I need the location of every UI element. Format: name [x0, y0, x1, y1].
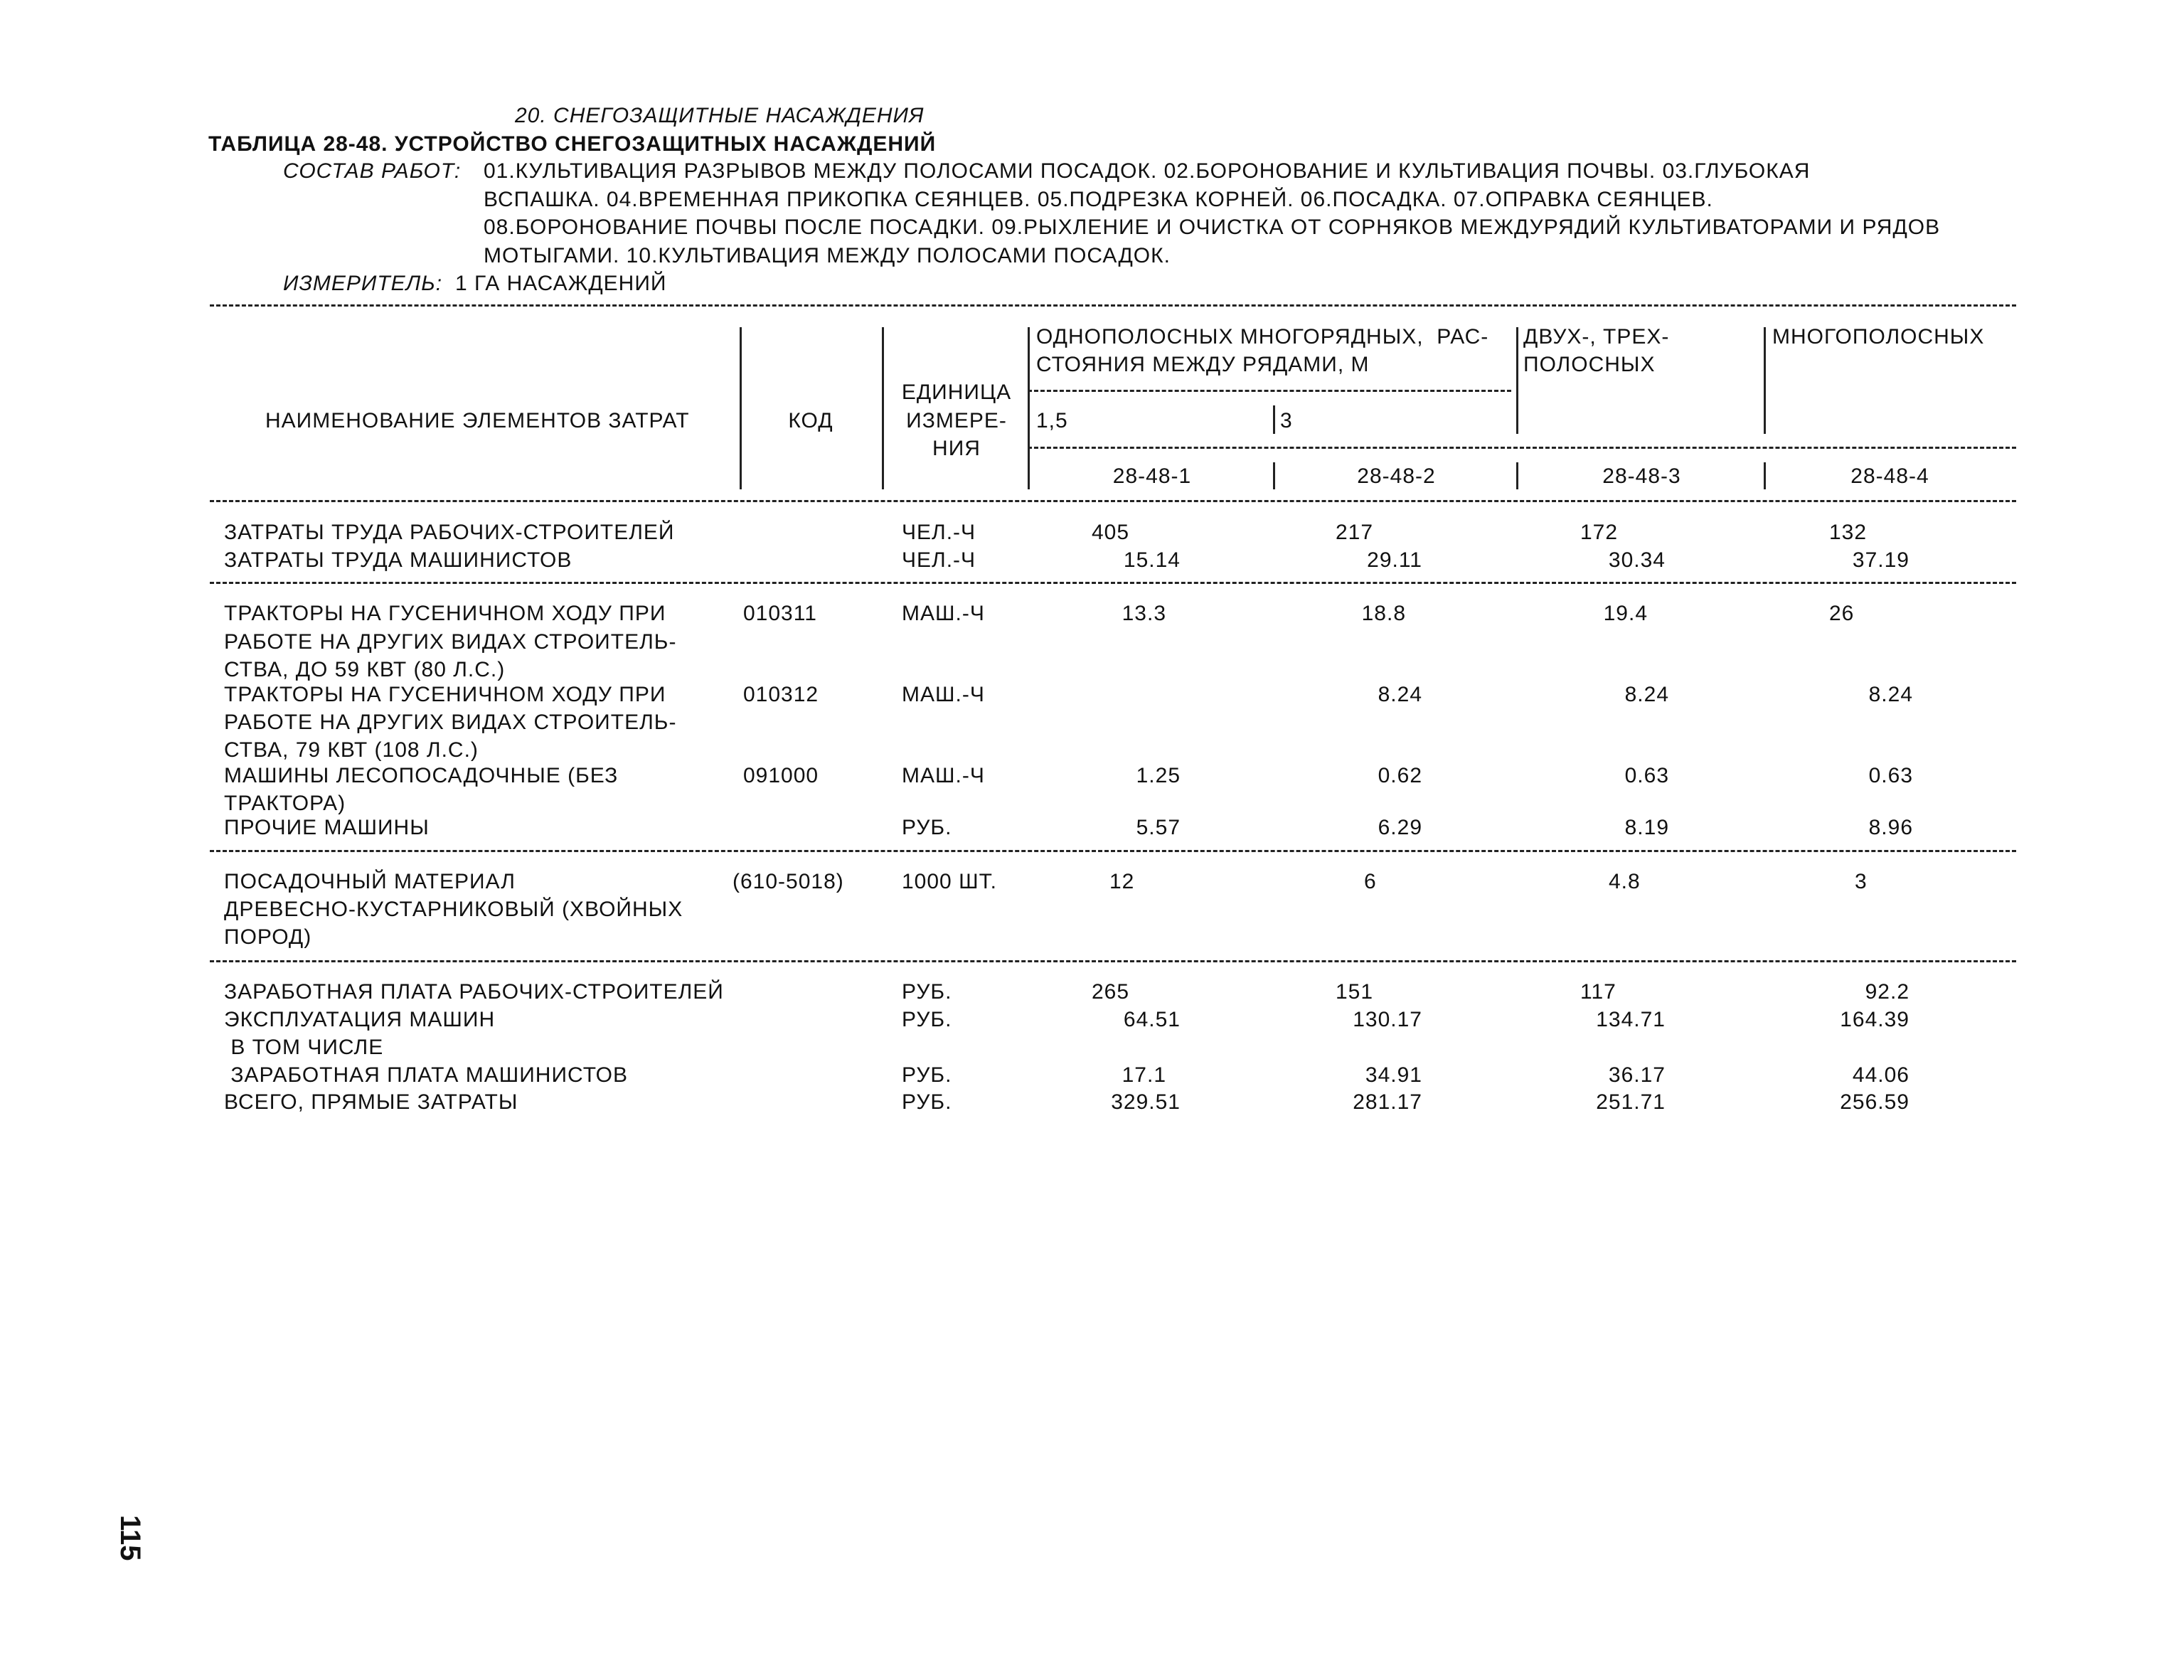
row-value: 0.63	[1868, 764, 1913, 787]
header-code-4: 28-48-4	[1850, 464, 1929, 488]
row-value: 29.11	[1367, 548, 1422, 572]
header-unit: ИЗМЕРЕ-	[906, 409, 1007, 432]
header-sub-3: 3	[1280, 409, 1293, 432]
row-value: 8.24	[1378, 683, 1422, 706]
col-separator	[1516, 462, 1518, 489]
row-code: (610-5018)	[733, 870, 844, 893]
header-code: КОД	[788, 409, 833, 432]
header-group-single: СТОЯНИЯ МЕЖДУ РЯДАМИ, М	[1036, 353, 1370, 376]
row-code: 091000	[743, 764, 819, 787]
row-unit: РУБ.	[902, 816, 952, 839]
header-bottom-rule	[210, 500, 2016, 502]
row-value: 8.24	[1624, 683, 1669, 706]
col-separator	[1764, 327, 1766, 434]
col-separator	[1516, 327, 1518, 434]
row-value: 1.25	[1136, 764, 1181, 787]
col-separator	[1273, 462, 1275, 489]
table-title: ТАБЛИЦА 28-48. УСТРОЙСТВО СНЕГОЗАЩИТНЫХ НАСАЖДЕНИЙ	[208, 132, 937, 156]
group-divider-rule	[1028, 390, 1511, 392]
row-name: СТВА, ДО 59 КВТ (80 Л.С.)	[224, 658, 506, 681]
row-value: 15.14	[1123, 548, 1181, 572]
composition-line: МОТЫГАМИ. 10.КУЛЬТИВАЦИЯ МЕЖДУ ПОЛОСАМИ ПОСАДОК.	[484, 244, 1171, 267]
row-value: 19.4	[1603, 602, 1648, 625]
composition-line: 01.КУЛЬТИВАЦИЯ РАЗРЫВОВ МЕЖДУ ПОЛОСАМИ ПОСАДОК. 02.БОРОНОВАНИЕ И КУЛЬТИВАЦИЯ ПОЧВЫ. 03.ГЛУБОКАЯ	[484, 159, 1811, 183]
row-value: 329.51	[1111, 1090, 1181, 1114]
row-value: 12	[1109, 870, 1135, 893]
header-group-two-three: ПОЛОСНЫХ	[1523, 353, 1656, 376]
row-name: ЗАТРАТЫ ТРУДА МАШИНИСТОВ	[224, 548, 572, 572]
row-code: 010311	[743, 602, 817, 625]
header-group-single: ОДНОПОЛОСНЫХ МНОГОРЯДНЫХ, РАС-	[1036, 325, 1489, 349]
measure-value: 1 ГА НАСАЖДЕНИЙ	[455, 272, 667, 295]
row-name: ПОСАДОЧНЫЙ МАТЕРИАЛ	[224, 870, 516, 893]
row-value: 8.24	[1868, 683, 1913, 706]
row-name: ВСЕГО, ПРЯМЫЕ ЗАТРАТЫ	[224, 1090, 518, 1114]
row-value: 36.17	[1608, 1063, 1666, 1087]
composition-line: 08.БОРОНОВАНИЕ ПОЧВЫ ПОСЛЕ ПОСАДКИ. 09.РЫХЛЕНИЕ И ОЧИСТКА ОТ СОРНЯКОВ МЕЖДУРЯДИЙ КУЛЬТИВАТОРАМИ И РЯДОВ	[484, 216, 1941, 239]
row-value: 8.19	[1624, 816, 1669, 839]
row-name: ЗАТРАТЫ ТРУДА РАБОЧИХ-СТРОИТЕЛЕЙ	[224, 521, 675, 544]
composition-label: СОСТАВ РАБОТ:	[283, 159, 462, 183]
row-value: 151	[1336, 980, 1374, 1004]
row-name: ТРАКТОРЫ НА ГУСЕНИЧНОМ ХОДУ ПРИ	[224, 683, 666, 706]
row-unit: МАШ.-Ч	[902, 602, 985, 625]
header-top-rule	[210, 304, 2016, 307]
row-name: ТРАКТОРА)	[224, 792, 346, 815]
composition-line: ВСПАШКА. 04.ВРЕМЕННАЯ ПРИКОПКА СЕЯНЦЕВ. 05.ПОДРЕЗКА КОРНЕЙ. 06.ПОСАДКА. 07.ОПРАВКА СЕЯНЦЕВ.	[484, 188, 1713, 211]
row-name: РАБОТЕ НА ДРУГИХ ВИДАХ СТРОИТЕЛЬ-	[224, 711, 677, 734]
header-name: НАИМЕНОВАНИЕ ЭЛЕМЕНТОВ ЗАТРАТ	[265, 409, 690, 432]
row-name: РАБОТЕ НА ДРУГИХ ВИДАХ СТРОИТЕЛЬ-	[224, 630, 677, 654]
section-title: 20. СНЕГОЗАЩИТНЫЕ НАСАЖДЕНИЯ	[515, 104, 925, 127]
row-value: 34.91	[1365, 1063, 1422, 1087]
row-unit: ЧЕЛ.-Ч	[902, 521, 976, 544]
subheader-rule	[1028, 447, 2016, 449]
row-value: 281.17	[1353, 1090, 1422, 1114]
header-unit: ЕДИНИЦА	[901, 381, 1012, 404]
row-value: 172	[1580, 521, 1619, 544]
row-value: 92.2	[1865, 980, 1909, 1004]
header-code-2: 28-48-2	[1357, 464, 1436, 488]
measure-label: ИЗМЕРИТЕЛЬ:	[283, 272, 443, 295]
row-value: 251.71	[1596, 1090, 1666, 1114]
col-separator	[882, 327, 884, 489]
row-code: 010312	[743, 683, 819, 706]
row-name: ДРЕВЕСНО-КУСТАРНИКОВЫЙ (ХВОЙНЫХ	[224, 898, 683, 921]
row-value: 18.8	[1361, 602, 1406, 625]
row-value: 13.3	[1122, 602, 1166, 625]
row-value: 256.59	[1840, 1090, 1909, 1114]
header-group-multi: МНОГОПОЛОСНЫХ	[1772, 325, 1985, 349]
col-separator	[1028, 327, 1030, 489]
row-unit: РУБ.	[902, 1008, 952, 1031]
col-separator	[740, 327, 742, 489]
header-code-3: 28-48-3	[1602, 464, 1681, 488]
row-unit: РУБ.	[902, 1063, 952, 1087]
row-value: 5.57	[1136, 816, 1181, 839]
row-value: 17.1	[1122, 1063, 1166, 1087]
row-name: ТРАКТОРЫ НА ГУСЕНИЧНОМ ХОДУ ПРИ	[224, 602, 666, 625]
row-name: МАШИНЫ ЛЕСОПОСАДОЧНЫЕ (БЕЗ	[224, 764, 619, 787]
row-value: 6	[1364, 870, 1377, 893]
col-separator	[1764, 462, 1766, 489]
header-sub-1-5: 1,5	[1036, 409, 1068, 432]
row-name: ЭКСПЛУАТАЦИЯ МАШИН	[224, 1008, 496, 1031]
row-unit: МАШ.-Ч	[902, 764, 985, 787]
row-value: 217	[1336, 521, 1374, 544]
row-name: В ТОМ ЧИСЛЕ	[224, 1036, 384, 1059]
row-unit: 1000 ШТ.	[902, 870, 997, 893]
row-unit: РУБ.	[902, 1090, 952, 1114]
row-name: ПРОЧИЕ МАШИНЫ	[224, 816, 430, 839]
section-rule	[210, 960, 2016, 962]
row-value: 134.71	[1596, 1008, 1666, 1031]
row-unit: МАШ.-Ч	[902, 683, 985, 706]
row-value: 8.96	[1868, 816, 1913, 839]
row-value: 265	[1092, 980, 1130, 1004]
header-code-1: 28-48-1	[1112, 464, 1192, 488]
section-rule	[210, 850, 2016, 852]
header-unit: НИЯ	[932, 437, 981, 460]
row-value: 26	[1829, 602, 1855, 625]
row-name: ЗАРАБОТНАЯ ПЛАТА РАБОЧИХ-СТРОИТЕЛЕЙ	[224, 980, 724, 1004]
row-name: ПОРОД)	[224, 925, 312, 949]
row-value: 44.06	[1852, 1063, 1909, 1087]
row-name: ЗАРАБОТНАЯ ПЛАТА МАШИНИСТОВ	[224, 1063, 629, 1087]
page-number: 115	[114, 1515, 146, 1561]
section-rule	[210, 582, 2016, 584]
row-name: СТВА, 79 КВТ (108 Л.С.)	[224, 738, 479, 762]
row-value: 0.63	[1624, 764, 1669, 787]
row-value: 3	[1855, 870, 1868, 893]
row-value: 64.51	[1123, 1008, 1181, 1031]
row-value: 117	[1580, 980, 1616, 1004]
row-unit: ЧЕЛ.-Ч	[902, 548, 976, 572]
header-group-two-three: ДВУХ-, ТРЕХ-	[1523, 325, 1670, 349]
row-value: 405	[1092, 521, 1130, 544]
row-value: 130.17	[1353, 1008, 1422, 1031]
col-separator	[1273, 405, 1275, 434]
row-unit: РУБ.	[902, 980, 952, 1004]
row-value: 164.39	[1840, 1008, 1909, 1031]
row-value: 132	[1829, 521, 1868, 544]
row-value: 6.29	[1378, 816, 1422, 839]
row-value: 0.62	[1378, 764, 1422, 787]
row-value: 4.8	[1609, 870, 1641, 893]
row-value: 30.34	[1608, 548, 1666, 572]
row-value: 37.19	[1852, 548, 1909, 572]
